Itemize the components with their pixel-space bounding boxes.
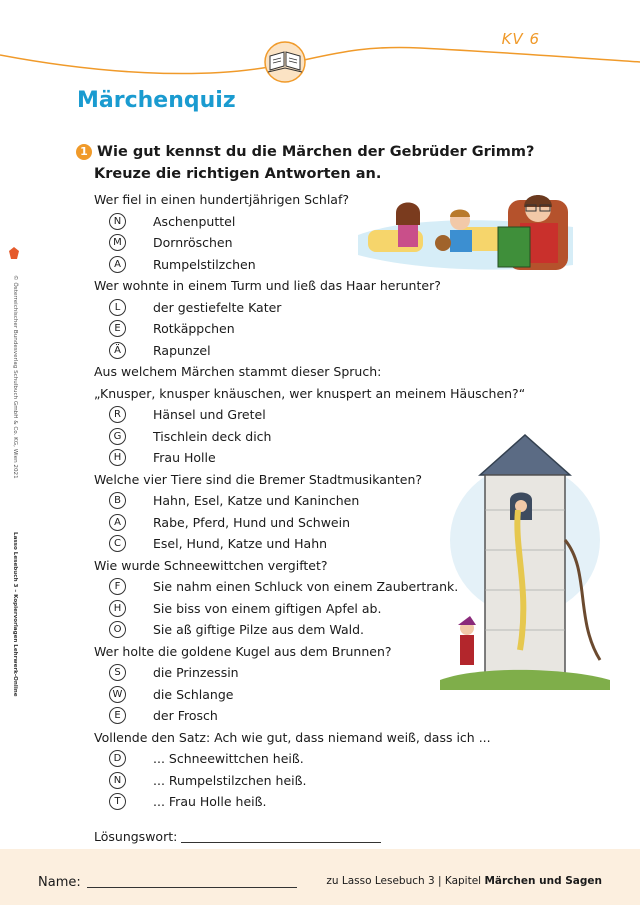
option-text: Frau Holle bbox=[153, 450, 216, 465]
option-letter-checkbox[interactable]: H bbox=[109, 600, 126, 617]
option-letter-checkbox[interactable]: Ä bbox=[109, 342, 126, 359]
option-text: Sie nahm einen Schluck von einem Zaubertrank. bbox=[153, 579, 459, 594]
option-letter-checkbox[interactable]: S bbox=[109, 664, 126, 681]
solution-word-label: Lösungswort: bbox=[94, 829, 178, 844]
option-letter-checkbox[interactable]: B bbox=[109, 492, 126, 509]
name-input-line[interactable] bbox=[87, 887, 297, 888]
question-text: „Knusper, knusper knäuschen, wer knuspert an meinem Häuschen?“ bbox=[94, 385, 526, 401]
option-text: der gestiefelte Kater bbox=[153, 299, 282, 315]
task-instruction bbox=[76, 141, 534, 185]
rapunzel-tower-illustration bbox=[440, 430, 610, 690]
answer-option[interactable] bbox=[94, 770, 514, 792]
option-letter-checkbox[interactable]: G bbox=[109, 428, 126, 445]
option-text: Esel, Hund, Katze und Hahn bbox=[153, 536, 328, 551]
option-letter-checkbox[interactable]: E bbox=[109, 320, 126, 337]
option-text: Aschenputtel bbox=[153, 213, 236, 229]
question-text: Wer fiel in einen hundertjährigen Schlaf? bbox=[94, 192, 349, 207]
family-reading-illustration bbox=[358, 185, 578, 275]
book-credit bbox=[326, 875, 602, 887]
option-text: Rotkäppchen bbox=[153, 321, 235, 336]
book-icon bbox=[265, 42, 305, 82]
question-text: Wie wurde Schneewittchen vergiftet? bbox=[94, 557, 328, 573]
option-letter-checkbox[interactable]: W bbox=[109, 686, 126, 703]
option-text: Rapunzel bbox=[153, 342, 211, 358]
option-text: ... Rumpelstilzchen heiß. bbox=[153, 772, 307, 788]
task-line-2: Kreuze die richtigen Antworten an. bbox=[94, 166, 382, 182]
header-wave-decoration bbox=[0, 0, 640, 90]
answer-option[interactable] bbox=[94, 705, 514, 727]
answer-option[interactable] bbox=[94, 297, 514, 319]
option-text: Tischlein deck dich bbox=[153, 428, 272, 444]
answer-option[interactable] bbox=[94, 318, 514, 340]
question-text: Welche vier Tiere sind die Bremer Stadtmusikanten? bbox=[94, 471, 423, 487]
name-label: Name: bbox=[38, 875, 81, 890]
question-text: Vollende den Satz: Ach wie gut, dass niemand weiß, dass ich ... bbox=[94, 729, 491, 745]
option-letter-checkbox[interactable]: L bbox=[109, 299, 126, 316]
answer-option[interactable] bbox=[94, 791, 514, 813]
option-letter-checkbox[interactable]: A bbox=[109, 514, 126, 531]
option-letter-checkbox[interactable]: C bbox=[109, 535, 126, 552]
question-text: Wer holte die goldene Kugel aus dem Brunnen? bbox=[94, 643, 392, 659]
option-text: Dornröschen bbox=[153, 235, 233, 250]
option-letter-checkbox[interactable]: H bbox=[109, 449, 126, 466]
option-text: Sie biss von einem giftigen Apfel ab. bbox=[153, 600, 382, 616]
publisher-logo-icon bbox=[9, 247, 19, 259]
option-letter-checkbox[interactable]: N bbox=[109, 213, 126, 230]
question-text: Aus welchem Märchen stammt dieser Spruch: bbox=[94, 364, 382, 379]
task-number-badge: 1 bbox=[76, 144, 92, 160]
task-line-1: Wie gut kennst du die Märchen der Gebrüder Grimm? bbox=[97, 144, 535, 160]
option-letter-checkbox[interactable]: A bbox=[109, 256, 126, 273]
option-text: Sie aß giftige Pilze aus dem Wald. bbox=[153, 622, 365, 637]
option-text: die Schlange bbox=[153, 686, 234, 702]
option-text: der Frosch bbox=[153, 708, 218, 723]
option-letter-checkbox[interactable]: F bbox=[109, 578, 126, 595]
option-letter-checkbox[interactable]: N bbox=[109, 772, 126, 789]
option-text: ... Frau Holle heiß. bbox=[153, 794, 267, 809]
page-title: Märchenquiz bbox=[77, 88, 236, 113]
option-text: ... Schneewittchen heiß. bbox=[153, 751, 304, 766]
answer-option[interactable] bbox=[94, 404, 514, 426]
option-text: Hahn, Esel, Katze und Kaninchen bbox=[153, 493, 360, 508]
option-letter-checkbox[interactable]: D bbox=[109, 750, 126, 767]
option-letter-checkbox[interactable]: T bbox=[109, 793, 126, 810]
option-letter-checkbox[interactable]: E bbox=[109, 707, 126, 724]
question-text: Wer wohnte in einem Turm und ließ das Haar herunter? bbox=[94, 278, 441, 293]
solution-word-row bbox=[94, 829, 381, 844]
option-letter-checkbox[interactable]: M bbox=[109, 234, 126, 251]
answer-option[interactable] bbox=[94, 748, 514, 770]
series-text: Lasso Lesebuch 3 – Kopiervorlagen Lehrwerk-Online bbox=[12, 532, 18, 697]
worksheet-code: KV 6 bbox=[501, 30, 540, 48]
answer-option[interactable] bbox=[94, 340, 514, 362]
name-field-row bbox=[38, 875, 297, 890]
credit-chapter: Märchen und Sagen bbox=[484, 875, 602, 887]
option-text: die Prinzessin bbox=[153, 665, 239, 680]
option-text: Hänsel und Gretel bbox=[153, 407, 266, 422]
option-letter-checkbox[interactable]: O bbox=[109, 621, 126, 638]
option-text: Rabe, Pferd, Hund und Schwein bbox=[153, 514, 351, 530]
solution-word-input-line[interactable] bbox=[181, 842, 381, 843]
side-margin bbox=[6, 240, 20, 700]
option-letter-checkbox[interactable]: R bbox=[109, 406, 126, 423]
credit-prefix: zu Lasso Lesebuch 3 | Kapitel bbox=[326, 875, 482, 887]
option-text: Rumpelstilzchen bbox=[153, 256, 256, 272]
copyright-text: © Österreichischer Bundesverlag Schulbuch GmbH & Co. KG, Wien 2021 bbox=[12, 275, 18, 479]
